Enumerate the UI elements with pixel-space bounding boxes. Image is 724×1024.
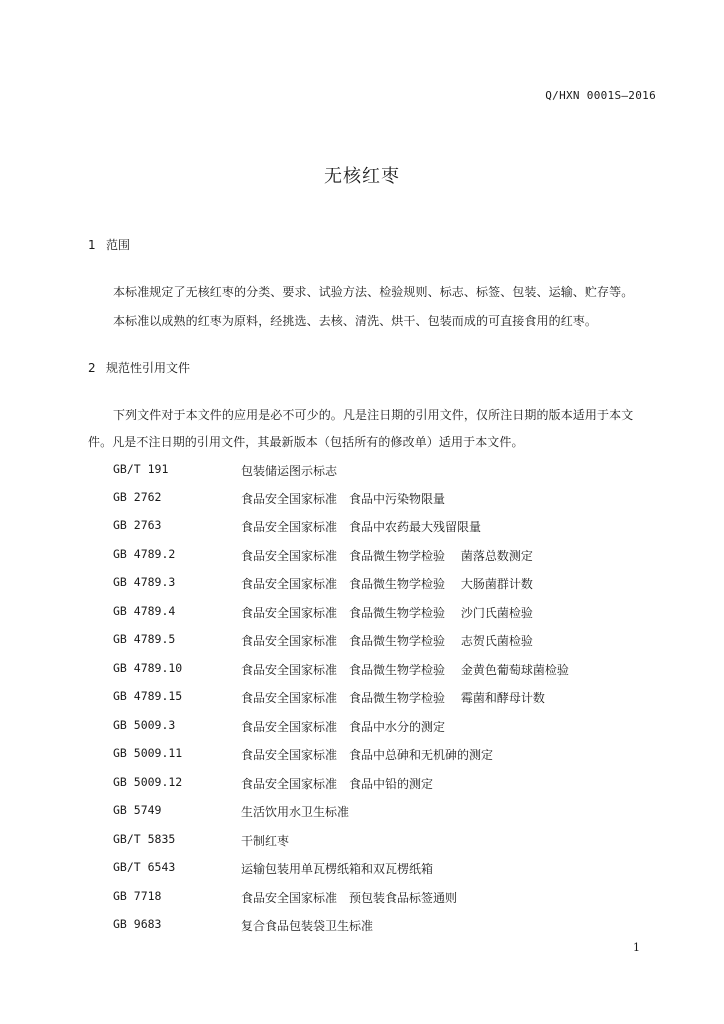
reference-title: 食品安全国家标准 食品微生物学检验 沙门氏菌检验 bbox=[241, 606, 533, 620]
reference-code: GB 4789.2 bbox=[113, 547, 176, 561]
reference-code: GB 5009.12 bbox=[113, 775, 183, 789]
reference-title: 食品安全国家标准 食品微生物学检验 志贺氏菌检验 bbox=[241, 634, 533, 648]
section-2-title: 规范性引用文件 bbox=[106, 361, 191, 375]
section-1-paragraph-1: 本标准规定了无核红枣的分类、要求、试验方法、检验规则、标志、标签、包装、运输、贮存等。 bbox=[113, 285, 634, 299]
section-1-paragraph-2: 本标准以成熟的红枣为原料，经挑选、去核、清洗、烘干、包装而成的可直接食用的红枣。 bbox=[113, 314, 598, 328]
section-2-number: 2 bbox=[88, 361, 96, 375]
reference-code: GB 5749 bbox=[113, 803, 162, 817]
reference-code: GB 7718 bbox=[113, 889, 162, 903]
document-title: 无核红枣 bbox=[324, 166, 400, 187]
reference-title: 运输包装用单瓦楞纸箱和双瓦楞纸箱 bbox=[241, 862, 434, 876]
reference-title: 包装储运图示标志 bbox=[241, 464, 338, 478]
reference-code: GB/T 191 bbox=[113, 462, 169, 476]
reference-title: 食品安全国家标准 食品中农药最大残留限量 bbox=[241, 520, 482, 534]
reference-code: GB 4789.10 bbox=[113, 661, 183, 675]
reference-code: GB 5009.3 bbox=[113, 718, 176, 732]
reference-code: GB 2763 bbox=[113, 518, 162, 532]
section-1-heading bbox=[88, 236, 130, 253]
page-number: 1 bbox=[633, 941, 640, 954]
reference-code: GB 4789.4 bbox=[113, 604, 176, 618]
reference-title: 食品安全国家标准 食品微生物学检验 大肠菌群计数 bbox=[241, 577, 533, 591]
section-2-heading bbox=[88, 359, 190, 376]
reference-title: 生活饮用水卫生标准 bbox=[241, 805, 350, 819]
section-1-title: 范围 bbox=[106, 238, 131, 252]
section-1-number: 1 bbox=[88, 238, 96, 252]
reference-code: GB/T 6543 bbox=[113, 860, 176, 874]
reference-title: 食品安全国家标准 食品中总砷和无机砷的测定 bbox=[241, 748, 494, 762]
reference-code: GB 4789.15 bbox=[113, 689, 183, 703]
reference-code: GB 4789.5 bbox=[113, 632, 176, 646]
reference-title: 食品安全国家标准 食品微生物学检验 霉菌和酵母计数 bbox=[241, 691, 545, 705]
reference-code: GB/T 5835 bbox=[113, 832, 176, 846]
reference-title: 食品安全国家标准 食品中水分的测定 bbox=[241, 720, 446, 734]
standard-code: Q/HXN 0001S—2016 bbox=[545, 89, 656, 102]
reference-title: 食品安全国家标准 食品微生物学检验 菌落总数测定 bbox=[241, 549, 533, 563]
reference-title: 干制红枣 bbox=[241, 834, 290, 848]
reference-title: 食品安全国家标准 预包装食品标签通则 bbox=[241, 891, 458, 905]
reference-title: 食品安全国家标准 食品中铅的测定 bbox=[241, 777, 434, 791]
section-2-intro-line-1: 下列文件对于本文件的应用是必不可少的。凡是注日期的引用文件，仅所注日期的版本适用于本文 bbox=[113, 408, 634, 422]
reference-code: GB 4789.3 bbox=[113, 575, 176, 589]
reference-code: GB 2762 bbox=[113, 490, 162, 504]
section-2-intro-line-2: 件。凡是不注日期的引用文件，其最新版本（包括所有的修改单）适用于本文件。 bbox=[88, 435, 524, 449]
reference-title: 复合食品包装袋卫生标准 bbox=[241, 919, 374, 933]
reference-code: GB 5009.11 bbox=[113, 746, 183, 760]
reference-title: 食品安全国家标准 食品微生物学检验 金黄色葡萄球菌检验 bbox=[241, 663, 569, 677]
reference-title: 食品安全国家标准 食品中污染物限量 bbox=[241, 492, 446, 506]
reference-code: GB 9683 bbox=[113, 917, 162, 931]
